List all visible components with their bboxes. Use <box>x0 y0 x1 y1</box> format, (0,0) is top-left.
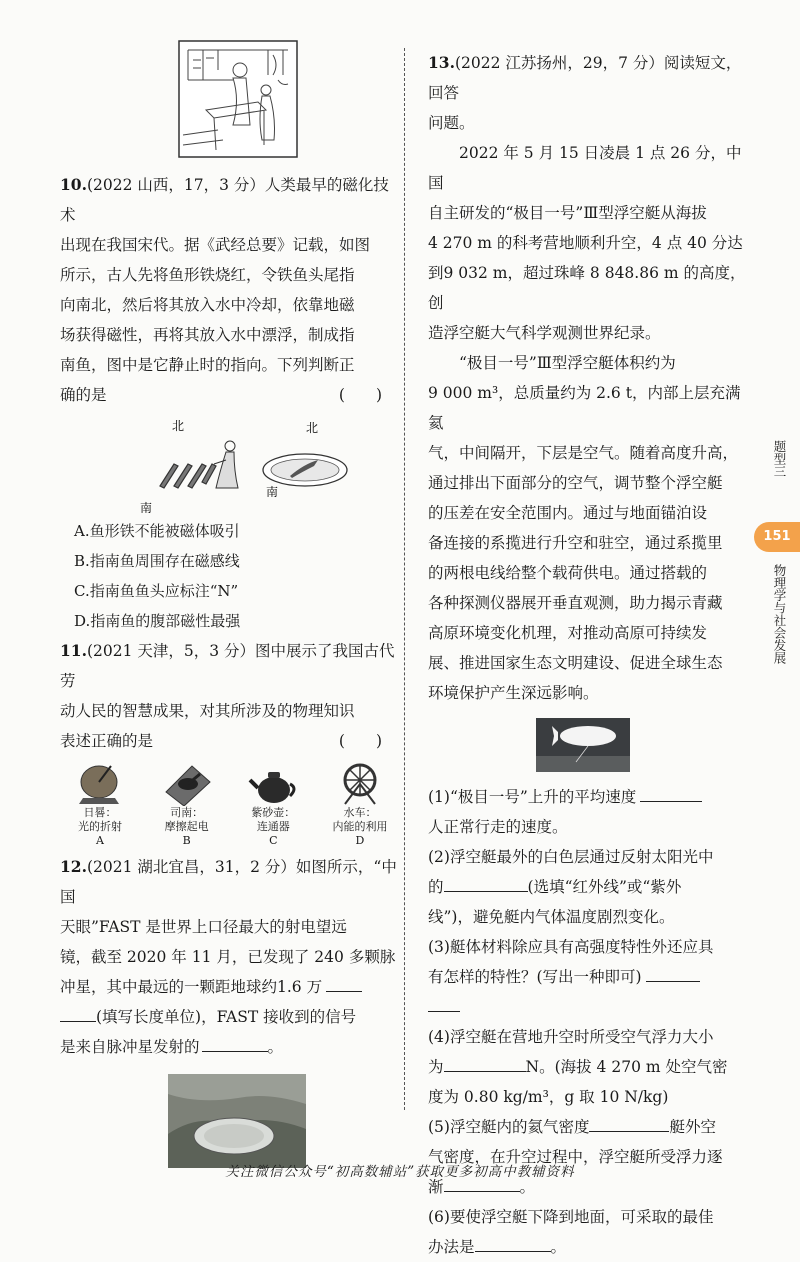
question-12 <box>60 852 400 1168</box>
label-south-1: 南 <box>140 501 153 515</box>
q10-line: 场获得磁性，再将其放入水中漂浮，制成指 <box>60 326 355 344</box>
passage-line: “极目一号”Ⅲ型浮空艇体积约为 <box>459 354 676 372</box>
passage-line: 4 270 m 的科考营地顺利升空，4 点 40 分达 <box>428 234 743 252</box>
answer-blank[interactable] <box>475 1237 551 1252</box>
tool-c-letter: C <box>269 834 278 847</box>
passage-line: 造浮空艇大气科学观测世界纪录。 <box>428 324 661 342</box>
column-divider <box>404 48 405 1110</box>
q12-line: 镜，截至 2020 年 11 月，已发现了 240 多颗脉 <box>60 948 396 966</box>
q13-sub4: N。(海拔 4 270 m 处空气密 <box>525 1058 728 1076</box>
tool-c[interactable] <box>233 762 313 848</box>
tool-a[interactable] <box>60 762 140 848</box>
q12-line: 如图所示，“中国 <box>60 858 397 906</box>
option-a[interactable]: A.鱼形铁不能被磁体吸引 <box>74 522 240 540</box>
q13-line: 问题。 <box>428 114 475 132</box>
q13-sub2: (2)浮空艇最外的白色层通过反射太阳光中 <box>428 848 714 866</box>
sundial-icon <box>75 762 125 806</box>
tool-c-desc: 连通器 <box>256 820 290 833</box>
q13-sub1: 人正常行走的速度。 <box>428 818 568 836</box>
label-north-1: 北 <box>172 419 185 433</box>
q10-line: 出现在我国宋代。据《武经总要》记载，如图 <box>60 236 371 254</box>
answer-blank[interactable] <box>444 877 528 892</box>
q11-line: 图中展示了我国古代劳 <box>60 642 395 690</box>
q13-line: 阅读短文，回答 <box>428 54 742 102</box>
passage-line: 2022 年 5 月 15 日凌晨 1 点 26 分，中国 <box>428 144 742 192</box>
q13-sub2: 线”)，避免艇内气体温度剧烈变化。 <box>428 908 675 926</box>
tool-a-desc: 光的折射 <box>78 820 122 833</box>
q13-number: 13. <box>428 53 455 72</box>
label-south-2: 南 <box>266 485 279 499</box>
tool-b-name: 司南： <box>170 806 204 819</box>
answer-blank[interactable] <box>60 1007 96 1022</box>
tool-a-name: 日晷： <box>83 806 117 819</box>
question-13 <box>428 48 746 1262</box>
q12-line: 天眼”FAST 是世界上口径最大的射电望远 <box>60 918 347 936</box>
option-c[interactable]: C.指南鱼鱼头应标注“N” <box>74 582 239 600</box>
ancient-tools-row <box>60 762 400 848</box>
passage-line: 9 000 m³，总质量约为 2.6 t，内部上层充满氦 <box>428 384 741 432</box>
passage-line: 环境保护产生深远影响。 <box>428 684 599 702</box>
tool-c-name: 紫砂壶： <box>251 806 296 819</box>
q10-line: 向南北，然后将其放入水中冷却，依靠地磁 <box>60 296 355 314</box>
q12-line: (填写长度单位)，FAST 接收到的信号 <box>96 1008 357 1026</box>
passage-line: 的两根电线给整个载荷供电。通过搭载的 <box>428 564 708 582</box>
answer-blank[interactable] <box>646 967 700 982</box>
passage-line: 气，中间隔开，下层是空气。随着高度升高， <box>428 444 739 462</box>
q13-sub2: (选填“红外线”或“紫外 <box>527 878 682 896</box>
q12-number: 12. <box>60 857 87 876</box>
passage-line: 高原环境变化机理，对推动高原可持续发 <box>428 624 708 642</box>
airship-photo <box>536 718 630 772</box>
option-b[interactable]: B.指南鱼周围存在磁感线 <box>74 552 240 570</box>
q10-number: 10. <box>60 175 87 194</box>
question-10 <box>60 170 400 636</box>
q10-line: 所示，古人先将鱼形铁烧红，令铁鱼头尾指 <box>60 266 355 284</box>
waterwheel-icon <box>335 762 385 806</box>
answer-blank[interactable] <box>589 1117 669 1132</box>
answer-bracket[interactable]: ( ) <box>338 732 382 750</box>
q12-source: (2021 湖北宜昌，31，2 分） <box>86 858 296 876</box>
q11-number: 11. <box>60 641 87 660</box>
tool-d-letter: D <box>355 834 365 847</box>
tool-b-desc: 摩擦起电 <box>164 820 209 833</box>
tool-a-letter: A <box>96 834 104 847</box>
fish-compass-figure <box>130 416 350 516</box>
page-number: 151 <box>754 522 800 552</box>
tool-d-name: 水车： <box>343 806 377 819</box>
q12-line: 冲星，其中最远的一颗距地球约1.6 万 <box>60 978 323 996</box>
q13-sub5: 气密度，在升空过程中，浮空艇所受浮力逐 <box>428 1148 723 1166</box>
q12-line: 是来自脉冲星发射的 <box>60 1038 200 1056</box>
teapot-icon <box>248 762 298 806</box>
passage-line: 的压差在安全范围内。通过与地面锚泊设 <box>428 504 708 522</box>
passage-line: 展、推进国家生态文明建设、促进全球生态 <box>428 654 723 672</box>
passage-line: 通过排出下面部分的空气，调节整个浮空艇 <box>428 474 723 492</box>
q13-sub5: (5)浮空艇内的氦气密度 <box>428 1118 590 1136</box>
q11-source: (2021 天津，5，3 分） <box>86 642 256 660</box>
q13-sub5: 艇外空 <box>669 1118 716 1136</box>
right-column <box>428 48 746 1262</box>
q13-sub1: (1)“极目一号”上升的平均速度 <box>428 788 637 806</box>
q10-line: 确的是 <box>60 386 107 404</box>
q11-line: 动人民的智慧成果，对其所涉及的物理知识 <box>60 702 355 720</box>
q13-sub6: 。 <box>550 1238 567 1256</box>
q13-sub5: 。 <box>519 1178 536 1196</box>
q10-line: 南鱼，图中是它静止时的指向。下列判断正 <box>60 356 355 374</box>
q13-sub3: (3)艇体材料除应具有高强度特性外还应具 <box>428 938 714 956</box>
answer-blank[interactable] <box>202 1037 268 1052</box>
footer-note: 关注微信公众号“初高数辅站”获取更多初高中教辅资料 <box>225 1164 575 1180</box>
question-11 <box>60 636 400 848</box>
answer-blank[interactable] <box>444 1057 526 1072</box>
fast-telescope-photo <box>168 1074 306 1168</box>
passage-line: 备连接的系揽进行升空和驻空，通过系揽里 <box>428 534 723 552</box>
topic-label: 物理学与社会发展 <box>772 564 787 664</box>
label-north-2: 北 <box>306 421 319 435</box>
ancient-illustration <box>178 40 298 158</box>
q12-line: 。 <box>267 1038 284 1056</box>
q13-sub6: 办法是 <box>428 1238 475 1256</box>
compass-spoon-icon <box>162 762 212 806</box>
q13-sub4: 为 <box>428 1058 444 1076</box>
q11-line: 表述正确的是 <box>60 732 154 750</box>
left-column <box>60 40 400 1168</box>
passage-line: 各种探测仪器展开垂直观测，助力揭示青藏 <box>428 594 723 612</box>
tool-d[interactable] <box>320 762 400 848</box>
answer-blank[interactable] <box>640 787 702 802</box>
q10-source: (2022 山西，17，3 分） <box>86 176 265 194</box>
q13-source: (2022 江苏扬州，29，7 分） <box>454 54 664 72</box>
water-bowl <box>263 454 347 486</box>
passage-line: 到9 032 m，超过珠峰 8 848.86 m 的高度，创 <box>428 264 746 312</box>
option-d[interactable]: D.指南鱼的腹部磁性最强 <box>74 612 241 630</box>
q13-sub3: 有怎样的特性？(写出一种即可) <box>428 968 642 986</box>
tool-b[interactable] <box>147 762 227 848</box>
q13-sub6: (6)要使浮空艇下降到地面，可采取的最佳 <box>428 1208 714 1226</box>
q13-sub4: (4)浮空艇在营地升空时所受空气浮力大小 <box>428 1028 714 1046</box>
q13-sub4: 度为 0.80 kg/m³，g 取 10 N/kg) <box>428 1088 669 1106</box>
answer-blank[interactable] <box>428 997 460 1012</box>
q13-sub2: 的 <box>428 878 444 896</box>
answer-blank[interactable] <box>326 977 362 992</box>
side-tab <box>752 440 800 740</box>
answer-bracket[interactable]: ( ) <box>338 386 382 404</box>
person-figure <box>214 441 238 488</box>
tool-b-letter: B <box>182 834 191 847</box>
passage-line: 自主研发的“极目一号”Ⅲ型浮空艇从海拔 <box>428 204 707 222</box>
q13-sub5: 渐 <box>428 1178 444 1196</box>
fish-row <box>160 464 216 488</box>
section-label: 题型三 <box>772 440 787 478</box>
tool-d-desc: 内能的利用 <box>332 820 388 833</box>
q10-line: 人类最早的磁化技术 <box>60 176 389 224</box>
